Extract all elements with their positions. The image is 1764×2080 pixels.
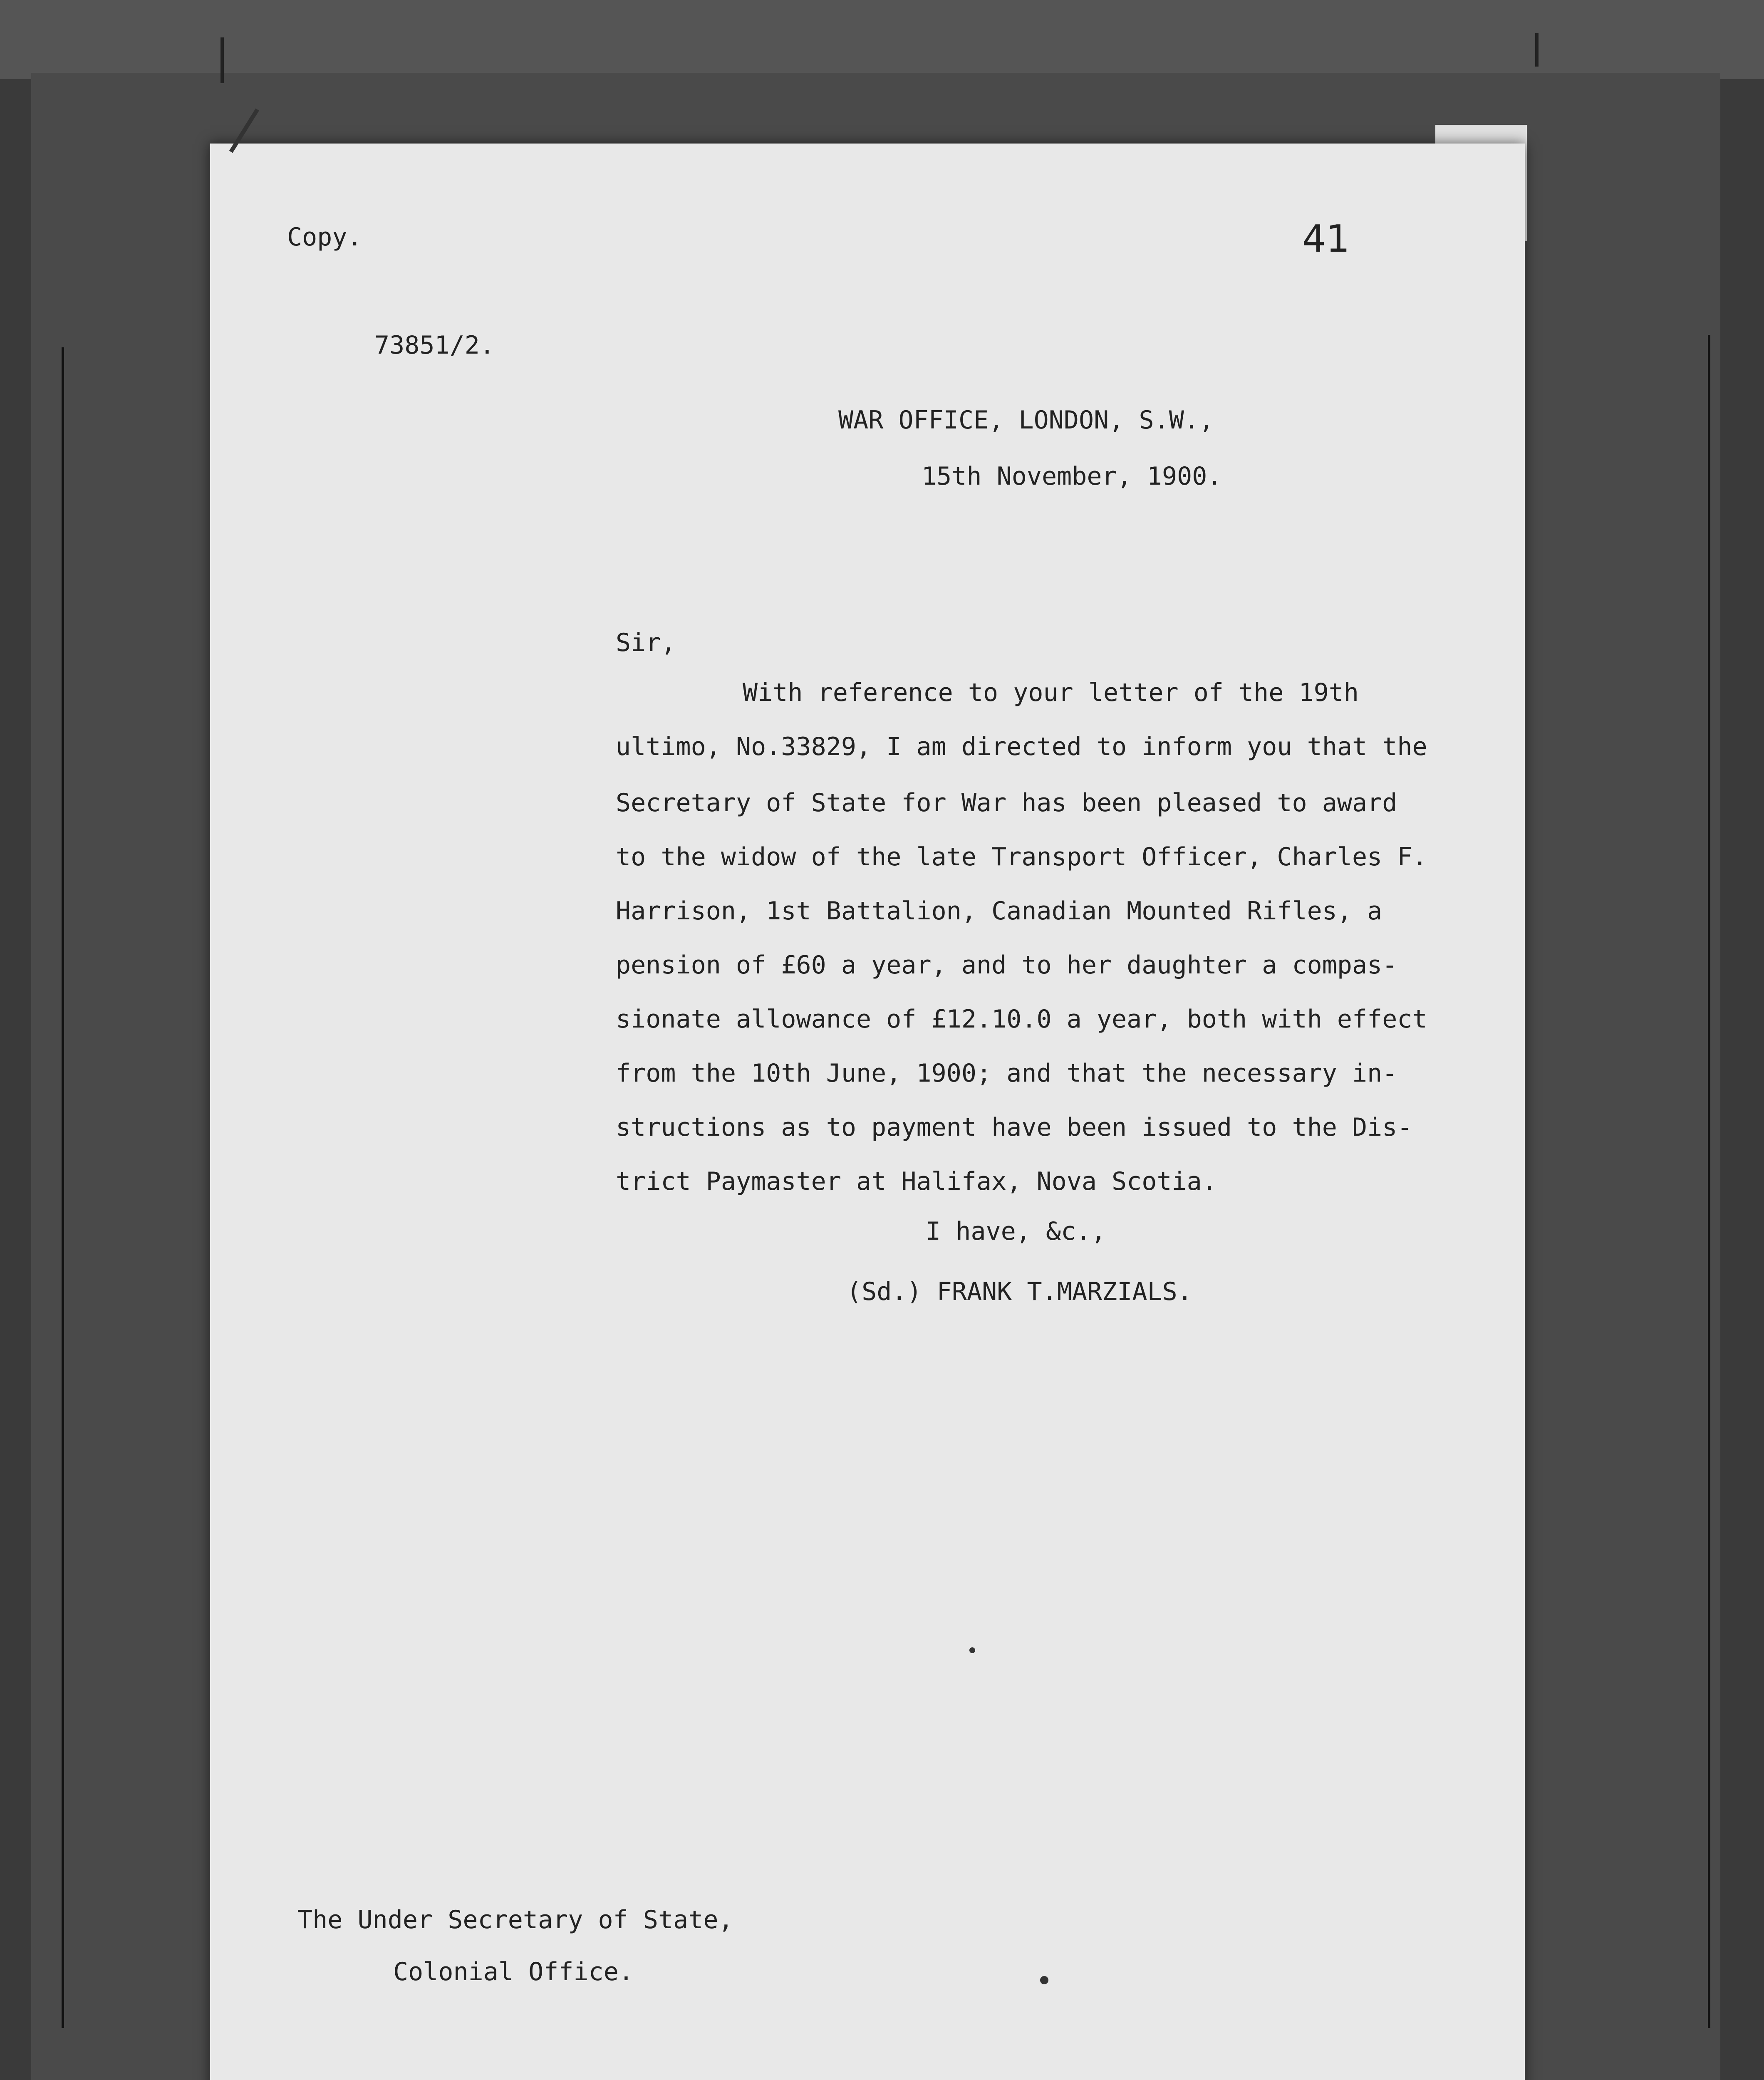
body-line: to the widow of the late Transport Officer, Charles F.	[616, 842, 1427, 872]
recipient-line: The Under Secretary of State,	[297, 1905, 733, 1934]
signature: (Sd.) FRANK T.MARZIALS.	[847, 1277, 1192, 1306]
letter-date: 15th November, 1900.	[922, 462, 1222, 491]
film-frame-top	[0, 0, 1764, 79]
ink-speck	[1040, 1976, 1048, 1984]
body-line: With reference to your letter of the 19th	[743, 678, 1359, 707]
frame-tick-left	[220, 37, 224, 83]
ink-speck	[969, 1647, 975, 1653]
body-line: trict Paymaster at Halifax, Nova Scotia.	[616, 1167, 1217, 1196]
copy-label: Copy.	[287, 223, 362, 252]
closing: I have, &c.,	[926, 1217, 1106, 1246]
right-frame-rule	[1708, 335, 1710, 2028]
reference-number: 73851/2.	[374, 331, 495, 360]
left-frame-rule	[62, 347, 64, 2028]
sender-address: WAR OFFICE, LONDON, S.W.,	[838, 406, 1214, 435]
body-line: Harrison, 1st Battalion, Canadian Mounted Rifles, a	[616, 896, 1382, 926]
body-line: pension of £60 a year, and to her daughter a compas-	[616, 951, 1397, 980]
body-line: ultimo, No.33829, I am directed to inform you that the	[616, 732, 1427, 761]
recipient-line: Colonial Office.	[393, 1957, 634, 1986]
body-line: from the 10th June, 1900; and that the necessary in-	[616, 1059, 1397, 1088]
page-number: 41	[1302, 217, 1350, 261]
body-line: sionate allowance of £12.10.0 a year, both with effect	[616, 1005, 1427, 1034]
body-line: Secretary of State for War has been pleased to award	[616, 788, 1397, 817]
body-line: structions as to payment have been issued to the Dis-	[616, 1113, 1412, 1142]
frame-tick-right	[1535, 33, 1539, 67]
salutation: Sir,	[616, 628, 676, 657]
